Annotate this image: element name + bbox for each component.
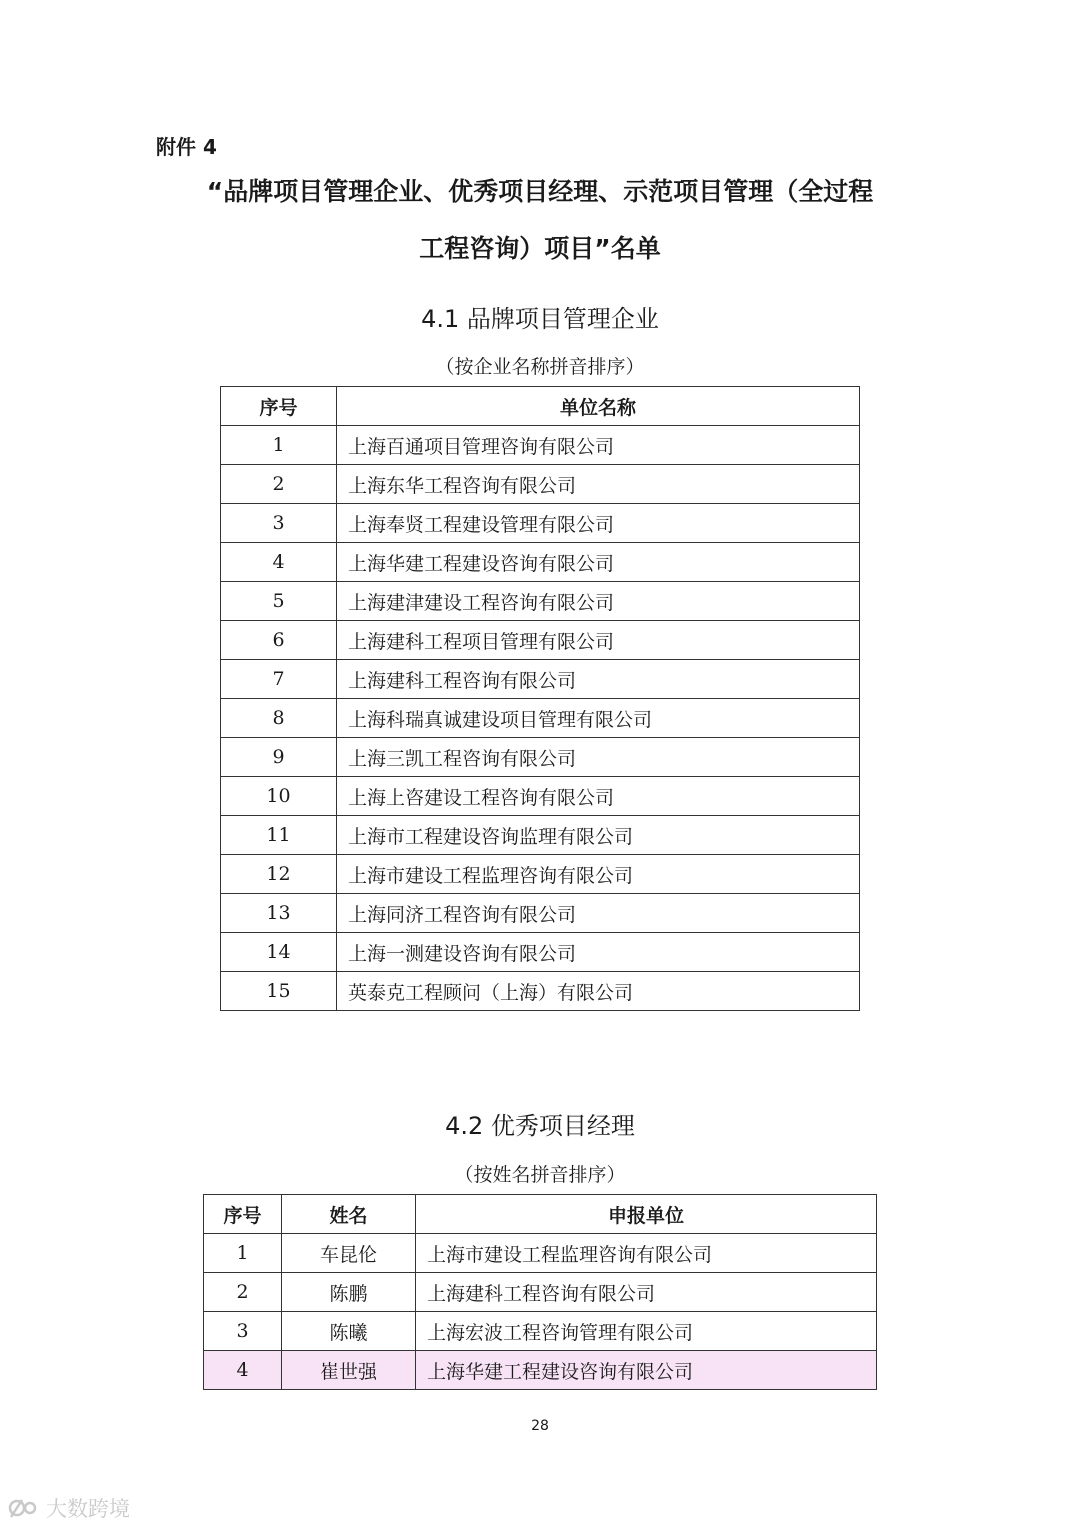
unit-name-cell: 上海华建工程建设咨询有限公司	[337, 543, 860, 582]
serial-cell: 1	[221, 426, 337, 465]
serial-cell: 2	[204, 1273, 282, 1312]
attachment-label: 附件 4	[156, 135, 217, 159]
serial-cell: 14	[221, 933, 337, 972]
unit-name-cell: 上海一测建设咨询有限公司	[337, 933, 860, 972]
name-cell: 车昆伦	[282, 1234, 416, 1273]
table-row	[221, 465, 860, 504]
unit-name-cell: 上海奉贤工程建设管理有限公司	[337, 504, 860, 543]
serial-cell: 4	[204, 1351, 282, 1390]
table-row	[221, 933, 860, 972]
serial-cell: 4	[221, 543, 337, 582]
table-row	[204, 1273, 877, 1312]
unit-name-cell: 上海同济工程咨询有限公司	[337, 894, 860, 933]
unit-name-cell: 上海三凯工程咨询有限公司	[337, 738, 860, 777]
name-cell: 崔世强	[282, 1351, 416, 1390]
table-row	[221, 894, 860, 933]
serial-cell: 10	[221, 777, 337, 816]
unit-name-cell: 上海建津建设工程咨询有限公司	[337, 582, 860, 621]
unit-name-cell: 上海上咨建设工程咨询有限公司	[337, 777, 860, 816]
unit-name-cell: 上海建科工程咨询有限公司	[337, 660, 860, 699]
unit-name-cell: 上海市建设工程监理咨询有限公司	[337, 855, 860, 894]
header-name: 姓名	[282, 1195, 416, 1234]
unit-name-cell: 上海百通项目管理咨询有限公司	[337, 426, 860, 465]
unit-name-cell: 上海东华工程咨询有限公司	[337, 465, 860, 504]
table-row	[221, 543, 860, 582]
table-row	[221, 816, 860, 855]
serial-cell: 3	[204, 1312, 282, 1351]
watermark-logo-icon	[8, 1497, 42, 1519]
declaring-unit-cell: 上海华建工程建设咨询有限公司	[416, 1351, 877, 1390]
table-row	[204, 1312, 877, 1351]
serial-cell: 13	[221, 894, 337, 933]
unit-name-cell: 上海市工程建设咨询监理有限公司	[337, 816, 860, 855]
unit-name-cell: 上海建科工程项目管理有限公司	[337, 621, 860, 660]
table-row	[221, 504, 860, 543]
section-2-heading: 4.2 优秀项目经理	[445, 1112, 635, 1140]
table-header-row	[221, 387, 860, 426]
table-row	[221, 777, 860, 816]
section-2-sort-note: （按姓名拼音排序）	[454, 1164, 626, 1186]
header-unit-name: 单位名称	[337, 387, 860, 426]
watermark	[8, 1493, 130, 1523]
declaring-unit-cell: 上海建科工程咨询有限公司	[416, 1273, 877, 1312]
serial-cell: 3	[221, 504, 337, 543]
header-serial: 序号	[204, 1195, 282, 1234]
watermark-text: 大数跨境	[46, 1497, 130, 1521]
serial-cell: 5	[221, 582, 337, 621]
serial-cell: 6	[221, 621, 337, 660]
table-row	[221, 582, 860, 621]
name-cell: 陈曦	[282, 1312, 416, 1351]
serial-cell: 8	[221, 699, 337, 738]
serial-cell: 12	[221, 855, 337, 894]
serial-cell: 1	[204, 1234, 282, 1273]
document-title-line-1: “品牌项目管理企业、优秀项目经理、示范项目管理（全过程	[206, 177, 874, 206]
serial-cell: 15	[221, 972, 337, 1011]
table-row	[221, 855, 860, 894]
unit-name-cell: 英泰克工程顾问（上海）有限公司	[337, 972, 860, 1011]
project-manager-table	[203, 1194, 877, 1390]
name-cell: 陈鹏	[282, 1273, 416, 1312]
document-title-line-2: 工程咨询）项目”名单	[419, 234, 661, 263]
declaring-unit-cell: 上海市建设工程监理咨询有限公司	[416, 1234, 877, 1273]
table-row	[221, 621, 860, 660]
header-declaring-unit: 申报单位	[416, 1195, 877, 1234]
table-row	[221, 738, 860, 777]
serial-cell: 11	[221, 816, 337, 855]
table-row	[204, 1234, 877, 1273]
table-row	[204, 1351, 877, 1390]
brand-enterprise-table	[220, 386, 860, 1011]
serial-cell: 7	[221, 660, 337, 699]
declaring-unit-cell: 上海宏波工程咨询管理有限公司	[416, 1312, 877, 1351]
table-row	[221, 426, 860, 465]
table-row	[221, 699, 860, 738]
section-1-sort-note: （按企业名称拼音排序）	[435, 356, 645, 378]
table-row	[221, 972, 860, 1011]
serial-cell: 9	[221, 738, 337, 777]
table-header-row	[204, 1195, 877, 1234]
serial-cell: 2	[221, 465, 337, 504]
section-1-heading: 4.1 品牌项目管理企业	[421, 305, 659, 333]
page-number: 28	[531, 1418, 549, 1434]
header-serial: 序号	[221, 387, 337, 426]
unit-name-cell: 上海科瑞真诚建设项目管理有限公司	[337, 699, 860, 738]
table-row	[221, 660, 860, 699]
